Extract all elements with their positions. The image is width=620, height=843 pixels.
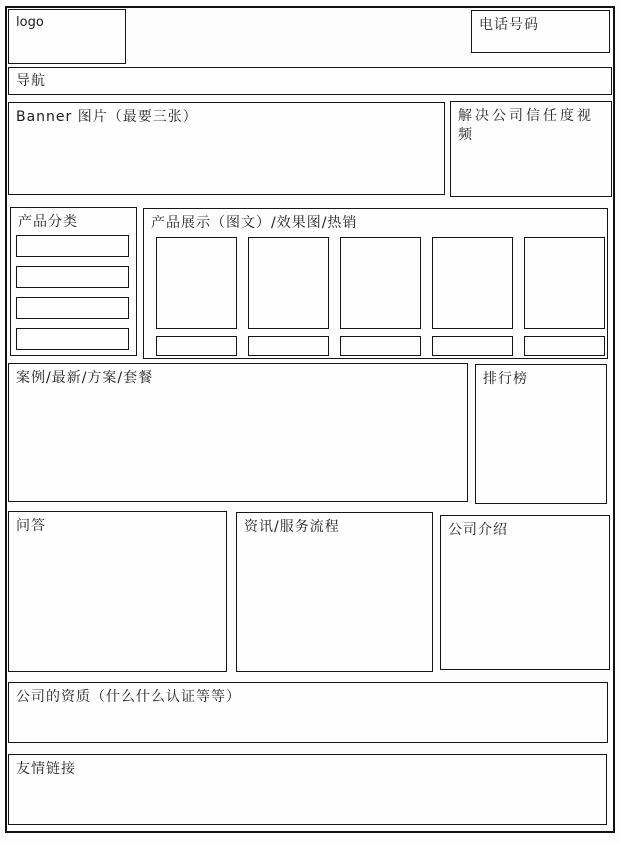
qa-box — [8, 511, 227, 672]
product-caption-placeholder — [340, 336, 421, 356]
product-showcase-label: 产品展示（图文）/效果图/热销 — [151, 215, 358, 231]
friend-links-label: 友情链接 — [16, 761, 76, 777]
logo-label: logo — [16, 15, 44, 30]
logo-box — [8, 9, 126, 64]
product-caption-placeholder — [156, 336, 237, 356]
ranking-label: 排行榜 — [483, 371, 528, 387]
company-intro-box — [440, 515, 610, 670]
product-cell — [432, 237, 513, 356]
phone-number-label: 电话号码 — [479, 17, 539, 33]
product-category-list — [16, 235, 129, 350]
friend-links-box — [8, 754, 607, 825]
news-process-box — [236, 512, 433, 672]
qualifications-box — [8, 682, 608, 743]
cases-label: 案例/最新/方案/套餐 — [16, 370, 154, 386]
product-showcase-grid — [156, 237, 605, 356]
product-cell — [156, 237, 237, 356]
qa-label: 问答 — [16, 518, 46, 534]
company-intro-label: 公司介绍 — [448, 522, 508, 538]
product-image-placeholder — [524, 237, 605, 329]
trust-video-label: 解决公司信任度视频 — [458, 108, 594, 143]
product-cell — [524, 237, 605, 356]
category-item-box — [16, 235, 129, 257]
trust-video-box — [450, 101, 612, 197]
product-caption-placeholder — [248, 336, 329, 356]
product-cell — [340, 237, 421, 356]
product-showcase-panel — [143, 208, 608, 359]
cases-box — [8, 363, 468, 502]
phone-number-box — [471, 10, 610, 53]
news-process-label: 资讯/服务流程 — [244, 519, 340, 535]
category-item-box — [16, 297, 129, 319]
product-caption-placeholder — [524, 336, 605, 356]
product-image-placeholder — [432, 237, 513, 329]
product-image-placeholder — [156, 237, 237, 329]
product-cell — [248, 237, 329, 356]
ranking-box — [475, 364, 607, 504]
category-item-box — [16, 266, 129, 288]
product-categories-panel — [10, 207, 137, 356]
banner-label: Banner 图片（最要三张） — [16, 109, 198, 125]
product-image-placeholder — [248, 237, 329, 329]
product-categories-label: 产品分类 — [18, 214, 78, 230]
product-caption-placeholder — [432, 336, 513, 356]
nav-label: 导航 — [16, 73, 46, 89]
nav-bar — [8, 67, 612, 95]
qualifications-label: 公司的资质（什么什么认证等等） — [16, 689, 241, 705]
banner-box — [8, 102, 445, 195]
product-image-placeholder — [340, 237, 421, 329]
category-item-box — [16, 328, 129, 350]
